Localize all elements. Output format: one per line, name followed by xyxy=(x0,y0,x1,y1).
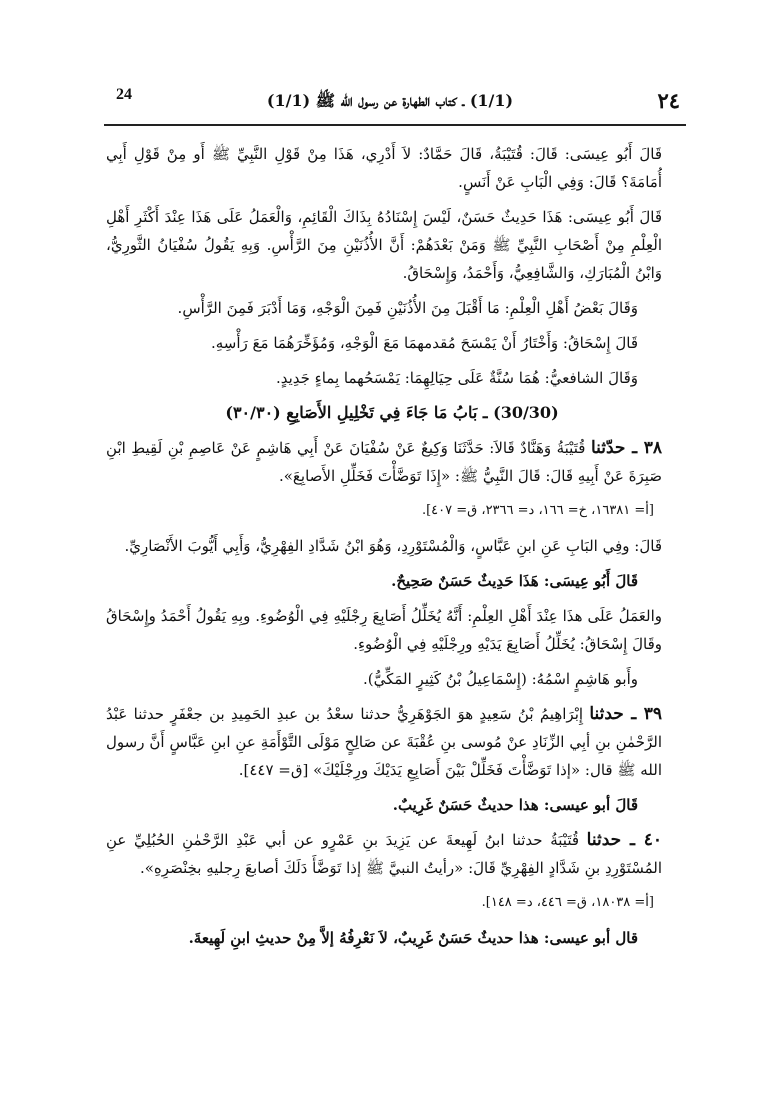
paragraph: قَالَ أبو عيسى: هذا حديثٌ حَسَنٌ غَرِيبٌ. xyxy=(392,796,638,814)
hadith-number: ٣٩ ـ حدثنا xyxy=(589,704,662,724)
paragraph: قَالَ إِسْحَاقُ: وَأَخْتَارُ أَنْ يَمْسَحَ مُقدمهمَا مَعَ الْوَجْهِ، وَمُؤَخِّرَهُمَا مَعَ رَأْسِهِ. xyxy=(210,334,638,352)
hadith-text: إِبْرَاهِيمُ بْنُ سَعِيدٍ هوَ الجَوْهَرِيُّ حدثنا سعْدُ بن عبدِ الحَمِيدِ بن جعْفَرٍ حدثنا عَبْدُ الرَّحْمٰنِ بنِ أبِي الزِّنَادِ عنْ مُوسى بنِ عُقْبَةَ عن صَالِحٍ مَوْلَى التَّوْأَمَةِ عنِ ابنِ عَبَّاسٍ أَنَّ رسول الله ﷺ قال: «إذا تَوَضَّأْتَ فَخَلِّلْ بَيْنَ أَصَابِعِ يَدَيْكَ ورِجْلَيْكَ» [ق= ٤٤٧]. xyxy=(106,705,662,779)
citation-ref: [أ= ١٦٣٨١، خ= ١٦٦، د= ٢٣٦٦، ق= ٤٠٧]. xyxy=(421,503,654,518)
hadith-39 xyxy=(106,700,678,784)
chapter-heading: (30/30) ـ بَابُ مَا جَاءَ فِي تَخْلِيلِ الأَصَابِعِ (٣٠/٣٠) xyxy=(225,403,559,422)
hadith-number: ٣٨ ـ حدّثنا xyxy=(590,438,662,458)
paragraph: قَالَ أَبُو عِيسَى: هَذَا حَدِيثٌ حَسَنٌ صَحِيحٌ. xyxy=(391,572,638,590)
paragraph: قال أبو عيسى: هذا حديثٌ حَسَنٌ غَرِيبٌ، لاَ نَعْرِفُهُ إلاَّ مِنْ حديثِ ابنِ لَهِيعةَ. xyxy=(188,929,638,947)
paragraph: وأَبو هَاشِمٍ اسْمُهُ: (إِسْمَاعِيلُ بْنُ كَثِيرٍ المَكِّيُّ). xyxy=(362,670,638,688)
hadith-text: قُتَيْبَةُ وَهَنَّادٌ قَالاَ: حَدَّثَنَا وَكِيعٌ عَنْ سُفْيَانَ عَنْ أَبِي هَاشِمٍ عَنْ عَاصِمِ بْنِ لَقِيطِ ابْنِ صَبِرَةَ عَنْ أَبِيهِ قَالَ: قَالَ النَّبِيُّ ﷺ: «إِذَا تَوَضَّأْتَ فَخَلِّلِ الأَصابِعَ». xyxy=(106,439,662,485)
paragraph: والعَمَلُ عَلَى هذَا عِنْدَ أَهْلِ العِلْمِ: أَنَّهُ يُخَلِّلُ أَصَابِعَ رِجْلَيْهِ فِي الْوُضُوءِ. وبِهِ يَقُولُ أَحْمَدُ وإِسْحَاقُ وقَالَ إِسْحَاقُ: يُخَلِّلُ أَصَابِعَ يَدَيْهِ ورِجْلَيْهِ فِي الْوُضُوءِ. xyxy=(106,607,662,653)
paragraph: وَقَالَ بَعْضُ أَهْلِ الْعِلْمِ: مَا أَقْبَلَ مِنَ الأُذُنَيْنِ فَمِنَ الْوَجْهِ، وَمَا أَدْبَرَ فَمِنَ الرَّأْسِ. xyxy=(177,299,638,317)
page-number-latin: 24 xyxy=(116,86,132,103)
running-title: (1/1) ـ كتاب الطهارة عن رسول الله ﷺ (1/1) xyxy=(266,91,514,110)
hadith-text: قُتَيْبَةُ حدثنا ابنُ لَهِيعةَ عن يَزِيدَ بنِ عَمْرٍو عن أبي عَبْدِ الرَّحْمٰنِ الحُبُلِيِّ عنِ المُسْتَوْرِدِ بنِ شَدَّادٍ الفِهْرِيِّ قَالَ: «رأيتُ النبيَّ ﷺ إذا تَوَضَّأَ دَلَكَ أصابعَ رِجليهِ بخِنْصَرِهِ». xyxy=(106,831,662,877)
page-number-arabic: ٢٤ xyxy=(657,88,680,113)
paragraph: قَالَ أَبُو عِيسَى: هَذَا حَدِيثٌ حَسَنٌ، لَيْسَ إِسْنَادُهُ بِذَاكَ الْقَائِمِ، وَالْعَمَلُ عَلَى هَذَا عِنْدَ أَكْثَرِ أَهْلِ الْعِلْمِ مِنْ أَصْحَابِ النَّبِيِّ ﷺ وَمَنْ بَعْدَهُمْ: أَنَّ الأُذُنَيْنِ مِنَ الرَّأْسِ. وَبِهِ يَقُولُ سُفْيَانُ الثَّورِيُّ، وَابْنُ الْمُبَارَكِ، وَالشَّافِعِيُّ، وَأَحْمَدُ، وَإِسْحَاقُ. xyxy=(106,208,662,282)
paragraph: قَالَ: وفِي البَابِ عَنِ ابنِ عَبَّاسٍ، وَالْمُسْتَوْرِدِ، وَهُوَ ابْنُ شَدَّادِ الفِهْرِيُّ، وَأَبِي أَيُّوبَ الأَنْصَارِيِّ. xyxy=(124,537,662,555)
hadith-38 xyxy=(106,434,678,490)
paragraph: قَالَ أَبُو عِيسَى: قَالَ: قُتَيْبَةُ، قَالَ حَمَّادٌ: لاَ أَدْرِي، هَذَا مِنْ قَوْلِ النَّبِيِّ ﷺ أَو مِنْ قَوْلِ أَبِي أُمَامَةَ؟ قَالَ: وَفِي الْبَابِ عَنْ أَنَسٍ. xyxy=(106,145,662,191)
header-divider xyxy=(104,124,686,126)
page-body xyxy=(106,140,678,959)
hadith-40 xyxy=(106,826,678,882)
hadith-number: ٤٠ ـ حدثنا xyxy=(586,830,662,850)
paragraph: وَقَالَ الشافعيُّ: هُمَا سُنَّةٌ عَلَى حِيَالِهِمَا: يَمْسَحُهما بِماءٍ جَدِيدٍ. xyxy=(275,369,638,387)
citation-ref: [أ= ١٨٠٣٨، ق= ٤٤٦، د= ١٤٨]. xyxy=(481,895,654,910)
